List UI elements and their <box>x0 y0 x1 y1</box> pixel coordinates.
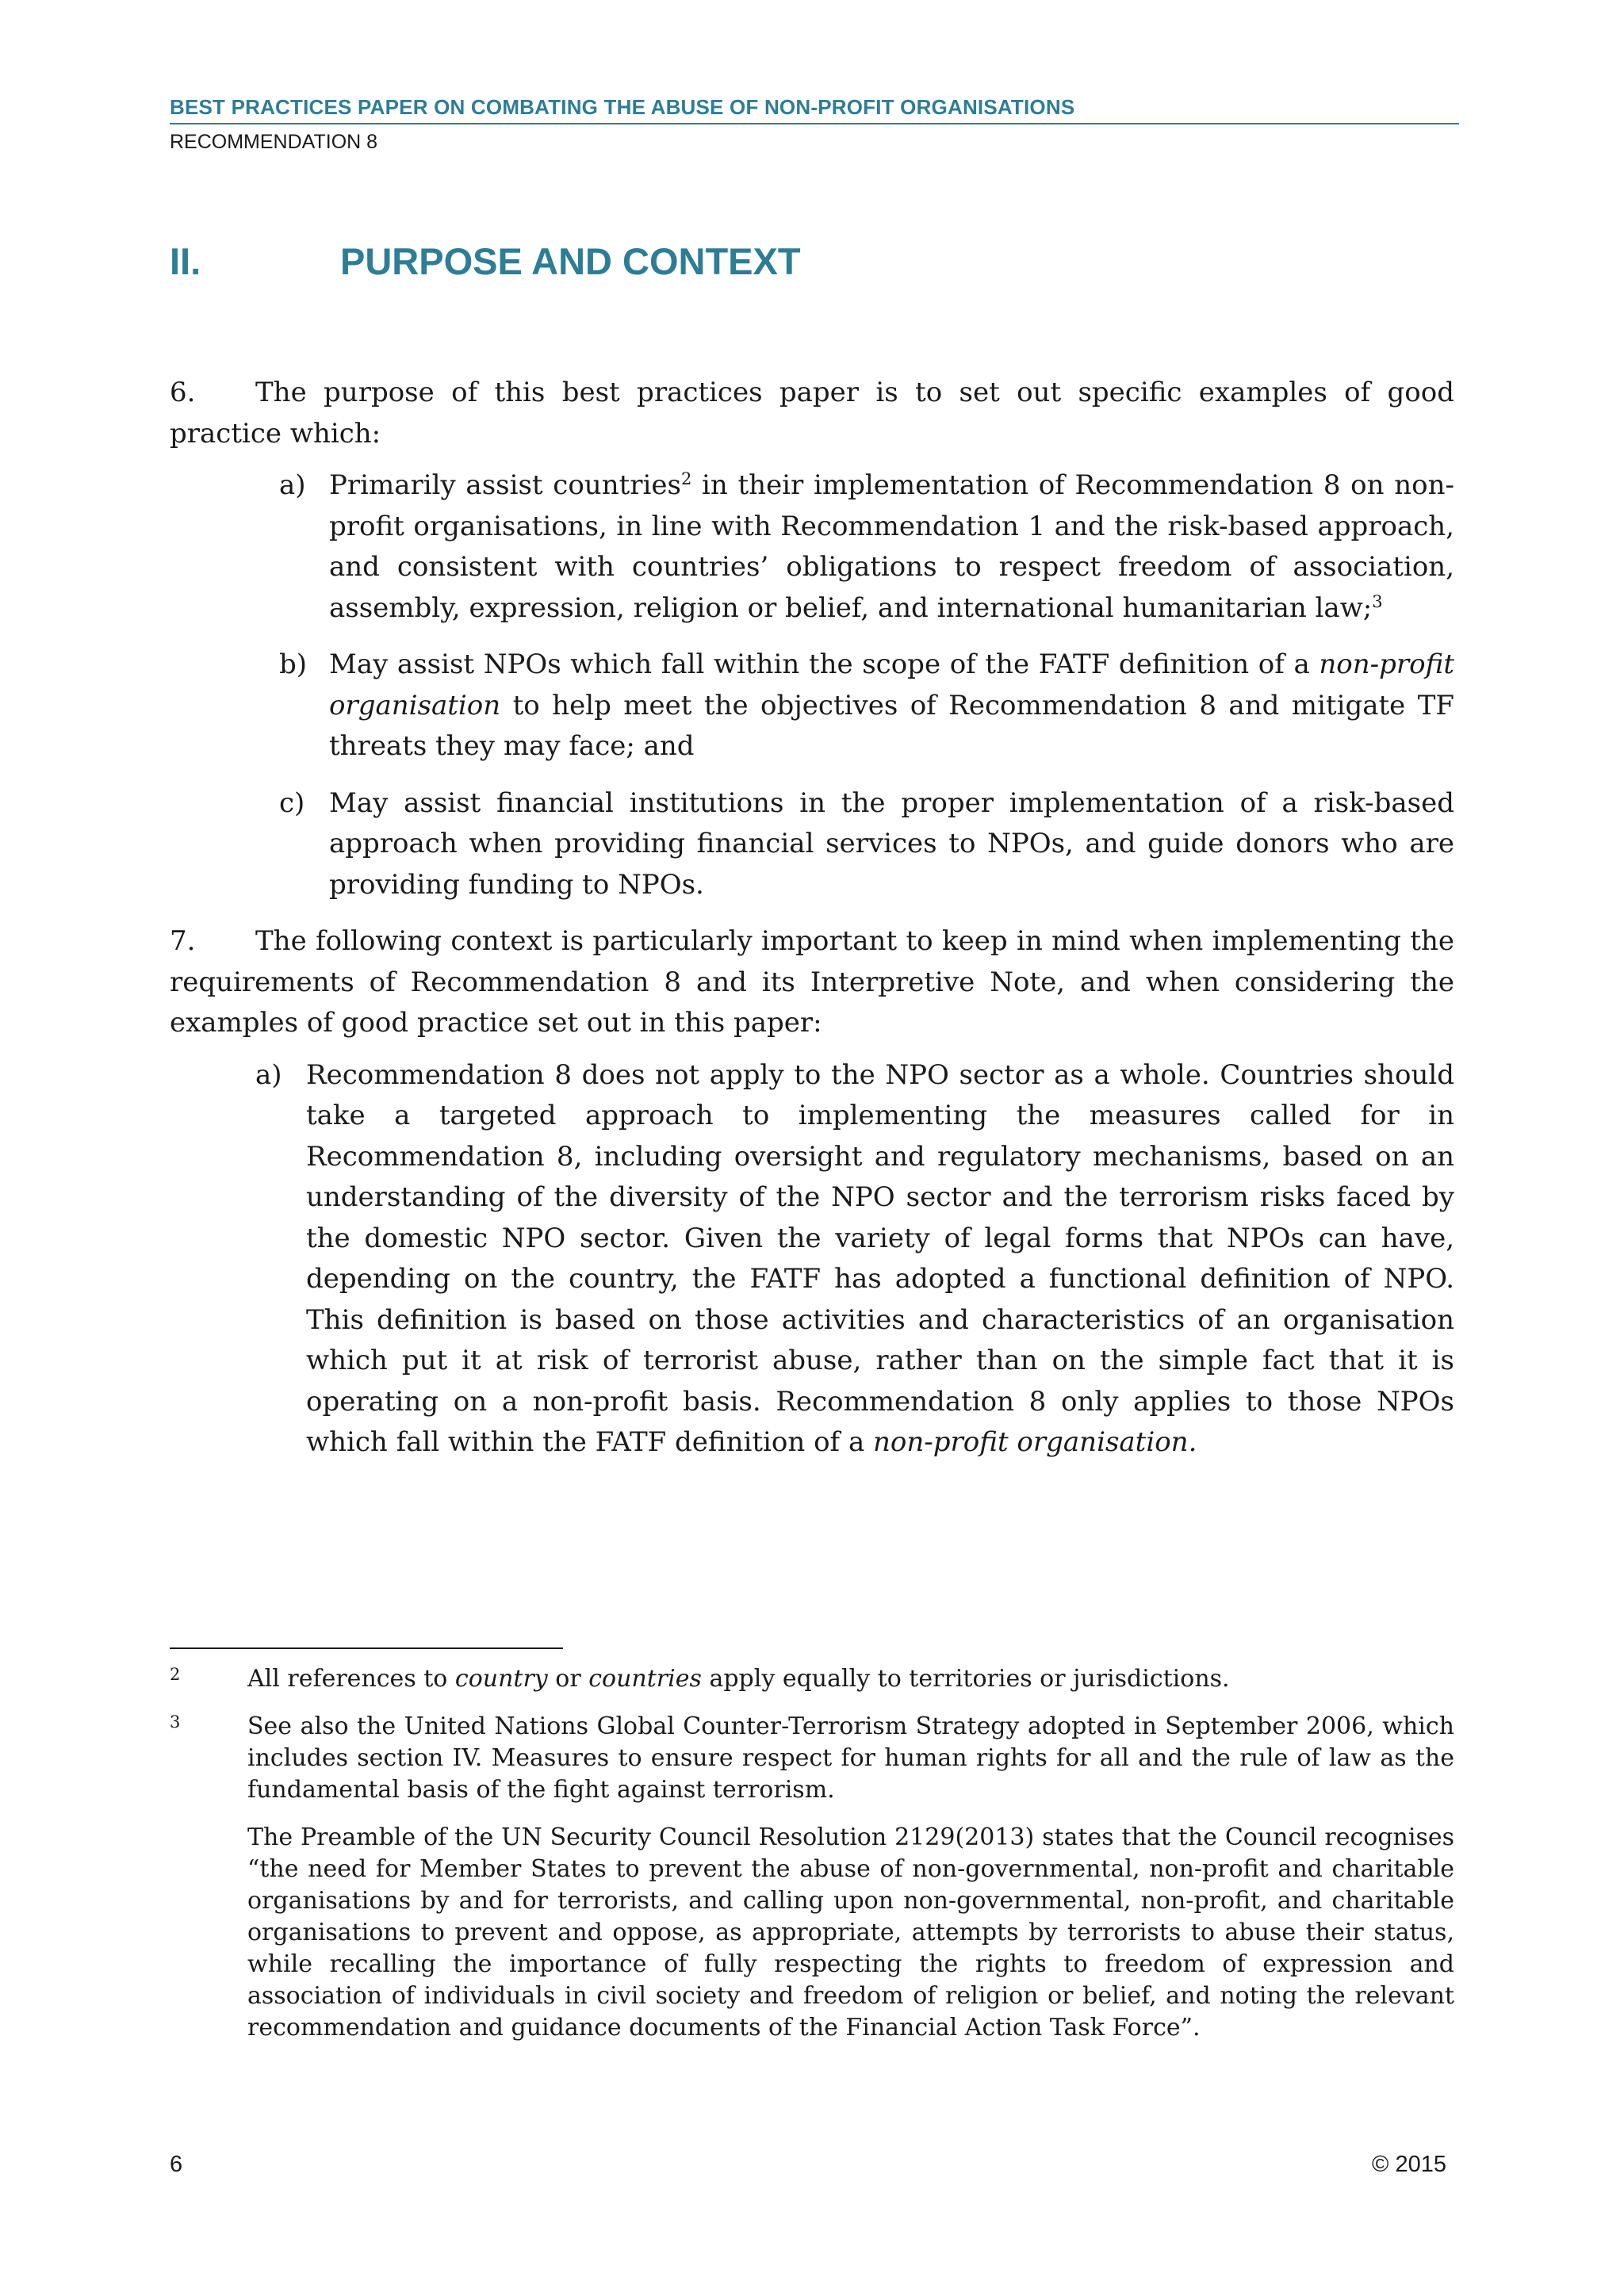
document-title: BEST PRACTICES PAPER ON COMBATING THE ABUSE OF NON-PROFIT ORGANISATIONS <box>170 95 1459 124</box>
document-subtitle: RECOMMENDATION 8 <box>170 131 378 153</box>
list-item-emphasis: non-profit organisation. <box>873 1426 1197 1458</box>
list-item-label: b) <box>279 649 308 680</box>
list-item-label: c) <box>279 786 305 819</box>
footnotes <box>170 1663 1454 2060</box>
paragraph-number: 7. <box>170 925 196 957</box>
page-header <box>170 95 1459 154</box>
list-item <box>170 1055 1454 1464</box>
paragraph-number: 6. <box>170 377 196 408</box>
footnote-segment: All references to <box>247 1665 455 1693</box>
list-item-text: May assist NPOs which fall within the scope of the FATF definition of a <box>329 649 1320 680</box>
section-heading <box>170 239 801 283</box>
paragraph-text: The purpose of this best practices paper is to set out specific examples of good practice which: <box>170 377 1454 450</box>
list-item <box>170 465 1454 629</box>
copyright: © 2015 <box>1372 2152 1446 2177</box>
footnote-segment: apply equally to territories or jurisdictions. <box>701 1665 1230 1693</box>
footnote-number: 2 <box>170 1665 181 1684</box>
paragraph-6-list <box>170 465 1454 905</box>
paragraph-6 <box>170 373 1454 454</box>
footnote-3 <box>170 1711 1454 2044</box>
footnote-text: See also the United Nations Global Counter-Terrorism Strategy adopted in September 2006, which includes section IV. Measures to ensure respect for human rights for all and the rule of law as the fundamental basis of the fight against terrorism. <box>247 1712 1454 1804</box>
list-item-text: Recommendation 8 does not apply to the NPO sector as a whole. Countries should take a targeted approach to implementing the measures called for in Recommendation 8, including oversight and regulatory mechanisms, based on an understanding of the diversity of the NPO sector and the terrorism risks faced by the domestic NPO sector. Given the variety of legal forms that NPOs can have, depending on the country, the FATF has adopted a functional definition of NPO. This definition is based on those activities and characteristics of an organisation which put it at risk of terrorist abuse, rather than on the simple fact that it is operating on a non-profit basis. Recommendation 8 only applies to those NPOs which fall within the FATF definition of a <box>306 1058 1454 1458</box>
list-item <box>170 645 1454 767</box>
footnote-ref[interactable]: 3 <box>1372 591 1383 611</box>
list-item-text: in their implementation of Recommendation 8 on non-profit organisations, in line with Recommendation 1 and the risk-based approach, and consistent with countries’ obligations to respect freedom of association, assembly, expression, religion or belief, and international humanitarian law; <box>329 469 1454 624</box>
list-item-text: Primarily assist countries <box>329 469 681 501</box>
footnote-divider <box>170 1647 563 1649</box>
paragraph-text: The following context is particularly important to keep in mind when implementing the requirements of Recommendation 8 and its Interpretive Note, and when considering the examples of good practice set out in this paper: <box>170 925 1454 1039</box>
footnote-emphasis: country <box>454 1665 548 1693</box>
section-title: PURPOSE AND CONTEXT <box>340 240 801 282</box>
footnote-2 <box>170 1663 1454 1695</box>
list-item-text: to help meet the objectives of Recommendation 8 and mitigate TF threats they may face; and <box>329 689 1454 762</box>
footnote-emphasis: countries <box>588 1665 702 1693</box>
page-number: 6 <box>170 2152 183 2177</box>
body-text <box>170 373 1454 1479</box>
footnote-number: 3 <box>170 1712 181 1732</box>
paragraph-7-list <box>170 1055 1454 1464</box>
paragraph-7 <box>170 921 1454 1044</box>
list-item-label: a) <box>255 1058 282 1091</box>
footnote-segment: or <box>547 1665 589 1693</box>
list-item <box>170 783 1454 906</box>
footnote-text: The Preamble of the UN Security Council Resolution 2129(2013) states that the Council recognises “the need for Member States to prevent the abuse of non-governmental, non-profit and charitable organisations by and for terrorists, and calling upon non-governmental, non-profit, and charitable organisations to prevent and oppose, as appropriate, attempts by terrorists to abuse their status, while recalling the importance of fully respecting the rights to freedom of expression and association of individuals in civil society and freedom of religion or belief, and noting the relevant recommendation and guidance documents of the Financial Action Task Force”. <box>247 1823 1454 2042</box>
list-item-text: May assist financial institutions in the proper implementation of a risk-based approach when providing financial services to NPOs, and guide donors who are providing funding to NPOs. <box>329 786 1454 901</box>
footnote-ref[interactable]: 2 <box>680 469 692 488</box>
section-number: II. <box>170 240 201 282</box>
footnote-text <box>247 1663 1454 1695</box>
list-item-label: a) <box>279 469 306 501</box>
list-item-emphasis: non-profit organisation <box>329 649 1454 721</box>
